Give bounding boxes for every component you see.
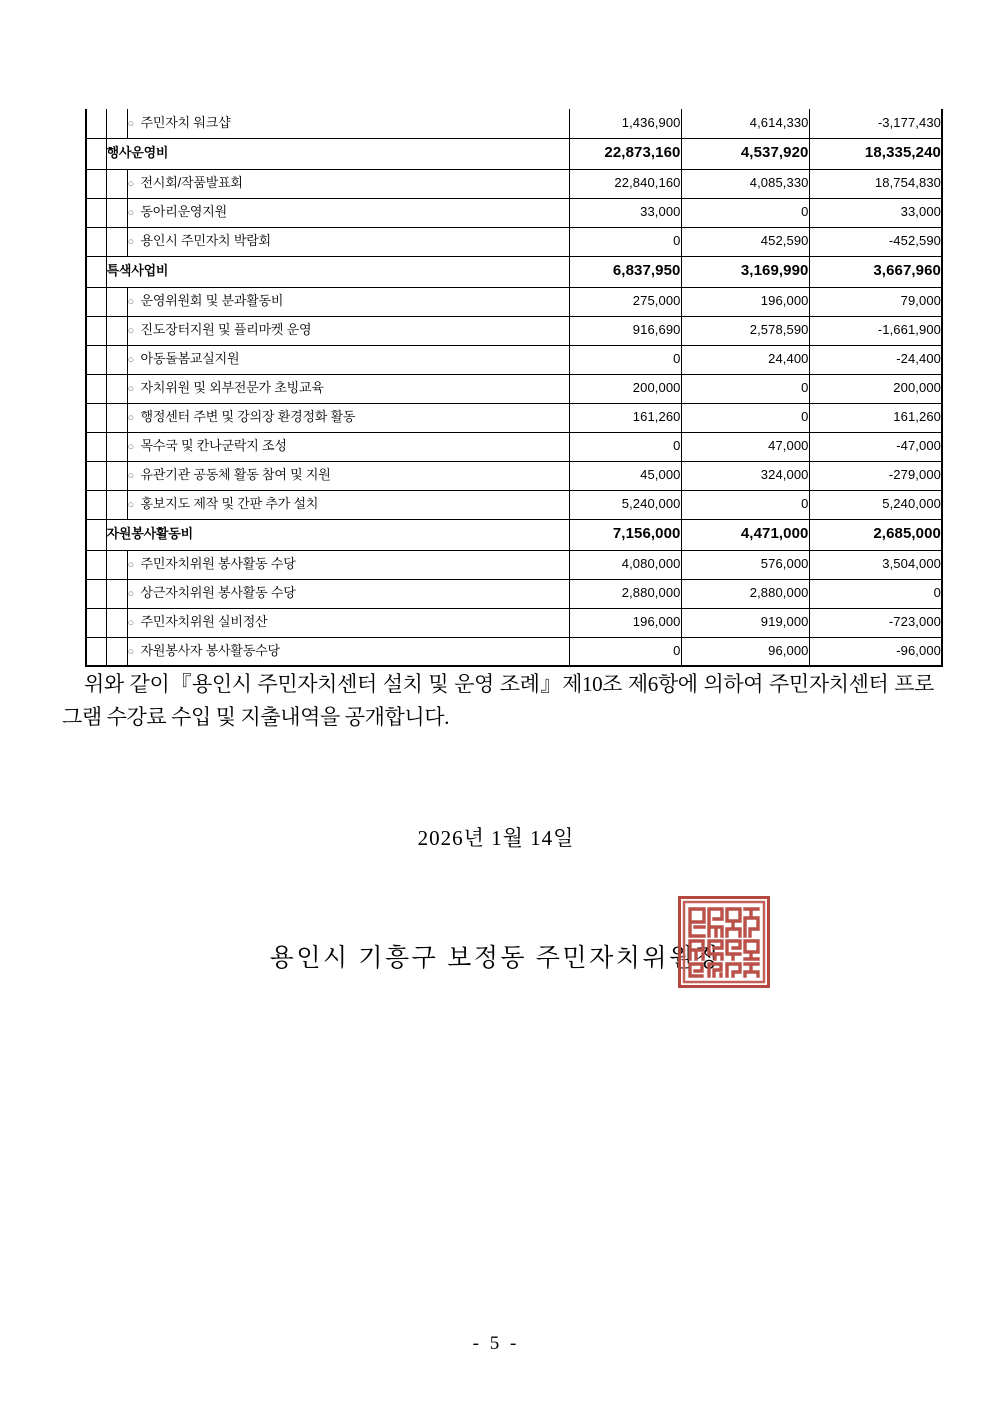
row-gutter-inner [106, 345, 127, 374]
table-row-item [86, 432, 942, 461]
amount-cell-3: -24,400 [809, 345, 942, 374]
circle-bullet-icon: ○ [127, 441, 134, 454]
item-name-text: 주민자치위원 실비정산 [140, 614, 268, 630]
amount-cell-3: -1,661,900 [809, 316, 942, 345]
item-name-text: 자치위원 및 외부전문가 초빙교육 [140, 380, 324, 396]
circle-bullet-icon: ○ [127, 470, 134, 483]
row-gutter-outer [86, 550, 106, 579]
row-gutter-outer [86, 138, 106, 169]
table-row-item [86, 316, 942, 345]
item-name-text: 진도장터지원 및 플리마켓 운영 [140, 322, 312, 338]
table-row-item [86, 109, 942, 138]
item-name-text: 유관기관 공동체 활동 참여 및 지원 [140, 467, 331, 483]
table-row-item [86, 490, 942, 519]
row-gutter-outer [86, 198, 106, 227]
item-name-cell [127, 198, 569, 227]
amount-cell-2: 196,000 [681, 287, 809, 316]
item-name-cell [127, 579, 569, 608]
table-row-item [86, 345, 942, 374]
table-row-item [86, 169, 942, 198]
table-row-item [86, 637, 942, 666]
amount-cell-2: 24,400 [681, 345, 809, 374]
item-name-cell [127, 637, 569, 666]
page-number [0, 1333, 992, 1355]
row-gutter-outer [86, 432, 106, 461]
amount-cell-1: 916,690 [569, 316, 681, 345]
row-gutter-outer [86, 403, 106, 432]
signature-block [0, 938, 992, 974]
item-name-text: 동아리운영지원 [140, 204, 228, 220]
item-name-text: 목수국 및 칸나군락지 조성 [140, 438, 287, 454]
amount-cell-1: 33,000 [569, 198, 681, 227]
expense-table-container [85, 109, 941, 667]
official-seal-stamp [678, 896, 770, 988]
amount-cell-3: -96,000 [809, 637, 942, 666]
row-gutter-inner [106, 169, 127, 198]
circle-bullet-icon: ○ [127, 207, 134, 220]
expense-ledger-table [85, 109, 943, 667]
amount-cell-1: 196,000 [569, 608, 681, 637]
amount-cell-1: 0 [569, 227, 681, 256]
circle-bullet-icon: ○ [127, 325, 134, 338]
amount-cell-2: 4,614,330 [681, 109, 809, 138]
expense-table-body [86, 109, 942, 666]
row-gutter-outer [86, 287, 106, 316]
item-name-cell [127, 227, 569, 256]
row-gutter-inner [106, 287, 127, 316]
amount-cell-2: 0 [681, 490, 809, 519]
table-row-item [86, 403, 942, 432]
table-row-item [86, 198, 942, 227]
closing-paragraph [62, 668, 934, 733]
circle-bullet-icon: ○ [127, 412, 134, 425]
item-name-cell [127, 345, 569, 374]
closing-paragraph-text: 위와 같이『용인시 주민자치센터 설치 및 운영 조례』제10조 제6항에 의하여 주민자치센터 프로그램 수강료 수입 및 지출내역을 공개합니다. [62, 672, 934, 729]
circle-bullet-icon: ○ [127, 354, 134, 367]
row-gutter-inner [106, 608, 127, 637]
category-name-cell [106, 138, 569, 169]
signatory-name: 용인시 기흥구 보정동 주민자치위원장 [269, 945, 723, 972]
category-name-cell [106, 256, 569, 287]
item-name-cell [127, 403, 569, 432]
row-gutter-inner [106, 637, 127, 666]
amount-cell-2: 4,471,000 [681, 519, 809, 550]
amount-cell-3: 33,000 [809, 198, 942, 227]
amount-cell-2: 3,169,990 [681, 256, 809, 287]
amount-cell-3: 3,504,000 [809, 550, 942, 579]
table-row-item [86, 550, 942, 579]
circle-bullet-icon: ○ [127, 236, 134, 249]
table-row-category [86, 138, 942, 169]
signature-inner [270, 938, 723, 974]
row-gutter-outer [86, 256, 106, 287]
item-name-text: 자원봉사자 봉사활동수당 [140, 643, 280, 659]
item-name-text: 용인시 주민자치 박람회 [140, 233, 271, 249]
amount-cell-1: 161,260 [569, 403, 681, 432]
amount-cell-1: 4,080,000 [569, 550, 681, 579]
table-row-item [86, 461, 942, 490]
amount-cell-1: 7,156,000 [569, 519, 681, 550]
item-name-text: 주민자치위원 봉사활동 수당 [140, 556, 296, 572]
row-gutter-inner [106, 579, 127, 608]
row-gutter-outer [86, 316, 106, 345]
circle-bullet-icon: ○ [127, 559, 134, 572]
amount-cell-2: 0 [681, 198, 809, 227]
table-row-item [86, 374, 942, 403]
amount-cell-2: 0 [681, 403, 809, 432]
amount-cell-2: 0 [681, 374, 809, 403]
row-gutter-outer [86, 345, 106, 374]
circle-bullet-icon: ○ [127, 383, 134, 396]
table-row-item [86, 287, 942, 316]
row-gutter-inner [106, 374, 127, 403]
item-name-cell [127, 490, 569, 519]
item-name-text: 운영위원회 및 분과활동비 [140, 293, 284, 309]
item-name-cell [127, 287, 569, 316]
item-name-text: 아동돌봄교실지원 [140, 351, 240, 367]
amount-cell-2: 4,085,330 [681, 169, 809, 198]
page-number-text: - 5 - [472, 1333, 520, 1354]
amount-cell-1: 0 [569, 432, 681, 461]
amount-cell-1: 45,000 [569, 461, 681, 490]
circle-bullet-icon: ○ [127, 178, 134, 191]
amount-cell-1: 6,837,950 [569, 256, 681, 287]
table-row-item [86, 608, 942, 637]
row-gutter-inner [106, 109, 127, 138]
item-name-text: 상근자치위원 봉사활동 수당 [140, 585, 296, 601]
row-gutter-outer [86, 637, 106, 666]
amount-cell-3: -723,000 [809, 608, 942, 637]
amount-cell-2: 2,578,590 [681, 316, 809, 345]
table-row-category [86, 256, 942, 287]
row-gutter-outer [86, 608, 106, 637]
amount-cell-2: 576,000 [681, 550, 809, 579]
amount-cell-2: 2,880,000 [681, 579, 809, 608]
amount-cell-2: 919,000 [681, 608, 809, 637]
amount-cell-1: 5,240,000 [569, 490, 681, 519]
amount-cell-3: 2,685,000 [809, 519, 942, 550]
amount-cell-1: 22,840,160 [569, 169, 681, 198]
amount-cell-1: 22,873,160 [569, 138, 681, 169]
row-gutter-inner [106, 432, 127, 461]
item-name-text: 주민자치 워크샵 [140, 115, 231, 131]
amount-cell-2: 96,000 [681, 637, 809, 666]
row-gutter-outer [86, 579, 106, 608]
item-name-text: 홍보지도 제작 및 간판 추가 설치 [140, 496, 319, 512]
row-gutter-inner [106, 461, 127, 490]
item-name-cell [127, 608, 569, 637]
table-row-category [86, 519, 942, 550]
amount-cell-2: 47,000 [681, 432, 809, 461]
row-gutter-inner [106, 403, 127, 432]
row-gutter-inner [106, 198, 127, 227]
row-gutter-outer [86, 490, 106, 519]
amount-cell-3: 0 [809, 579, 942, 608]
circle-bullet-icon: ○ [127, 118, 134, 131]
amount-cell-3: -279,000 [809, 461, 942, 490]
seal-icon [678, 896, 770, 988]
category-name-text: 행사운영비 [106, 145, 169, 161]
category-name-text: 특색사업비 [106, 263, 169, 279]
amount-cell-1: 275,000 [569, 287, 681, 316]
item-name-cell [127, 432, 569, 461]
table-row-item [86, 227, 942, 256]
circle-bullet-icon: ○ [127, 499, 134, 512]
amount-cell-2: 4,537,920 [681, 138, 809, 169]
row-gutter-inner [106, 227, 127, 256]
row-gutter-outer [86, 109, 106, 138]
amount-cell-2: 324,000 [681, 461, 809, 490]
item-name-cell [127, 316, 569, 345]
row-gutter-outer [86, 227, 106, 256]
category-name-cell [106, 519, 569, 550]
row-gutter-inner [106, 550, 127, 579]
amount-cell-3: -452,590 [809, 227, 942, 256]
circle-bullet-icon: ○ [127, 646, 134, 659]
row-gutter-outer [86, 461, 106, 490]
circle-bullet-icon: ○ [127, 617, 134, 630]
date-line [0, 822, 992, 852]
item-name-cell [127, 550, 569, 579]
row-gutter-outer [86, 169, 106, 198]
category-name-text: 자원봉사활동비 [106, 526, 194, 542]
amount-cell-1: 200,000 [569, 374, 681, 403]
amount-cell-1: 0 [569, 637, 681, 666]
row-gutter-outer [86, 519, 106, 550]
item-name-cell [127, 109, 569, 138]
circle-bullet-icon: ○ [127, 588, 134, 601]
amount-cell-1: 2,880,000 [569, 579, 681, 608]
row-gutter-inner [106, 490, 127, 519]
item-name-cell [127, 374, 569, 403]
amount-cell-3: 5,240,000 [809, 490, 942, 519]
amount-cell-3: -47,000 [809, 432, 942, 461]
amount-cell-1: 0 [569, 345, 681, 374]
amount-cell-3: 3,667,960 [809, 256, 942, 287]
item-name-cell [127, 461, 569, 490]
row-gutter-outer [86, 374, 106, 403]
row-gutter-inner [106, 316, 127, 345]
amount-cell-3: 18,754,830 [809, 169, 942, 198]
amount-cell-1: 1,436,900 [569, 109, 681, 138]
amount-cell-3: 200,000 [809, 374, 942, 403]
circle-bullet-icon: ○ [127, 296, 134, 309]
date-text: 2026년 1월 14일 [417, 826, 575, 850]
item-name-text: 행정센터 주변 및 강의장 환경정화 활동 [140, 409, 356, 425]
item-name-cell [127, 169, 569, 198]
amount-cell-3: -3,177,430 [809, 109, 942, 138]
amount-cell-3: 161,260 [809, 403, 942, 432]
item-name-text: 전시회/작품발표회 [140, 175, 243, 191]
amount-cell-3: 18,335,240 [809, 138, 942, 169]
table-row-item [86, 579, 942, 608]
amount-cell-3: 79,000 [809, 287, 942, 316]
amount-cell-2: 452,590 [681, 227, 809, 256]
